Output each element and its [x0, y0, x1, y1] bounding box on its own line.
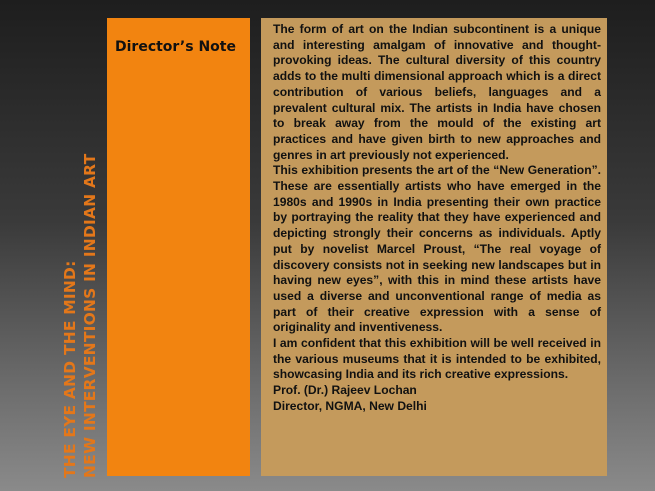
note-paragraph-3: I am confident that this exhibition will be well received in the various museums that it is intended to be exhibited, showcasing India and its rich creative expressions.	[273, 336, 601, 382]
heading-panel	[107, 18, 250, 476]
signature-title: Director, NGMA, New Delhi	[273, 398, 427, 413]
note-paragraph-1: The form of art on the Indian subcontinent is a unique and interesting amalgam of innovative and thought-provoking ideas. The cultural diversity of this country adds to the multi dimensional approach which is a direct contribution of various beliefs, languages and a prevalent cultural mix. The artists in India have chosen to break away from the mould of the existing art practices and have given birth to new approaches and genres in art previously not experienced.	[273, 22, 601, 162]
exhibition-title	[60, 138, 100, 478]
note-text-panel	[261, 18, 607, 476]
exhibition-title-line2: NEW INTERVENTIONS IN INDIAN ART	[81, 153, 99, 478]
exhibition-title-line1: THE EYE AND THE MIND:	[61, 260, 79, 478]
signature-name: Prof. (Dr.) Rajeev Lochan	[273, 383, 417, 398]
directors-note-heading: Director’s Note	[115, 39, 236, 55]
note-paragraph-2: This exhibition presents the art of the “New Generation”. These are essentially artists who have emerged in the 1980s and 1990s in India presenting their own practice by portraying the reality that they have experienced and depicting strongly their concerns as individuals. Aptly put by novelist Marcel Proust, “The real voyage of discovery consists not in seeking new landscapes but in having new eyes”, with this in mind these artists have used a diverse and unconventional range of media as part of their creative expression with a sense of originality and inventiveness.	[273, 163, 601, 335]
